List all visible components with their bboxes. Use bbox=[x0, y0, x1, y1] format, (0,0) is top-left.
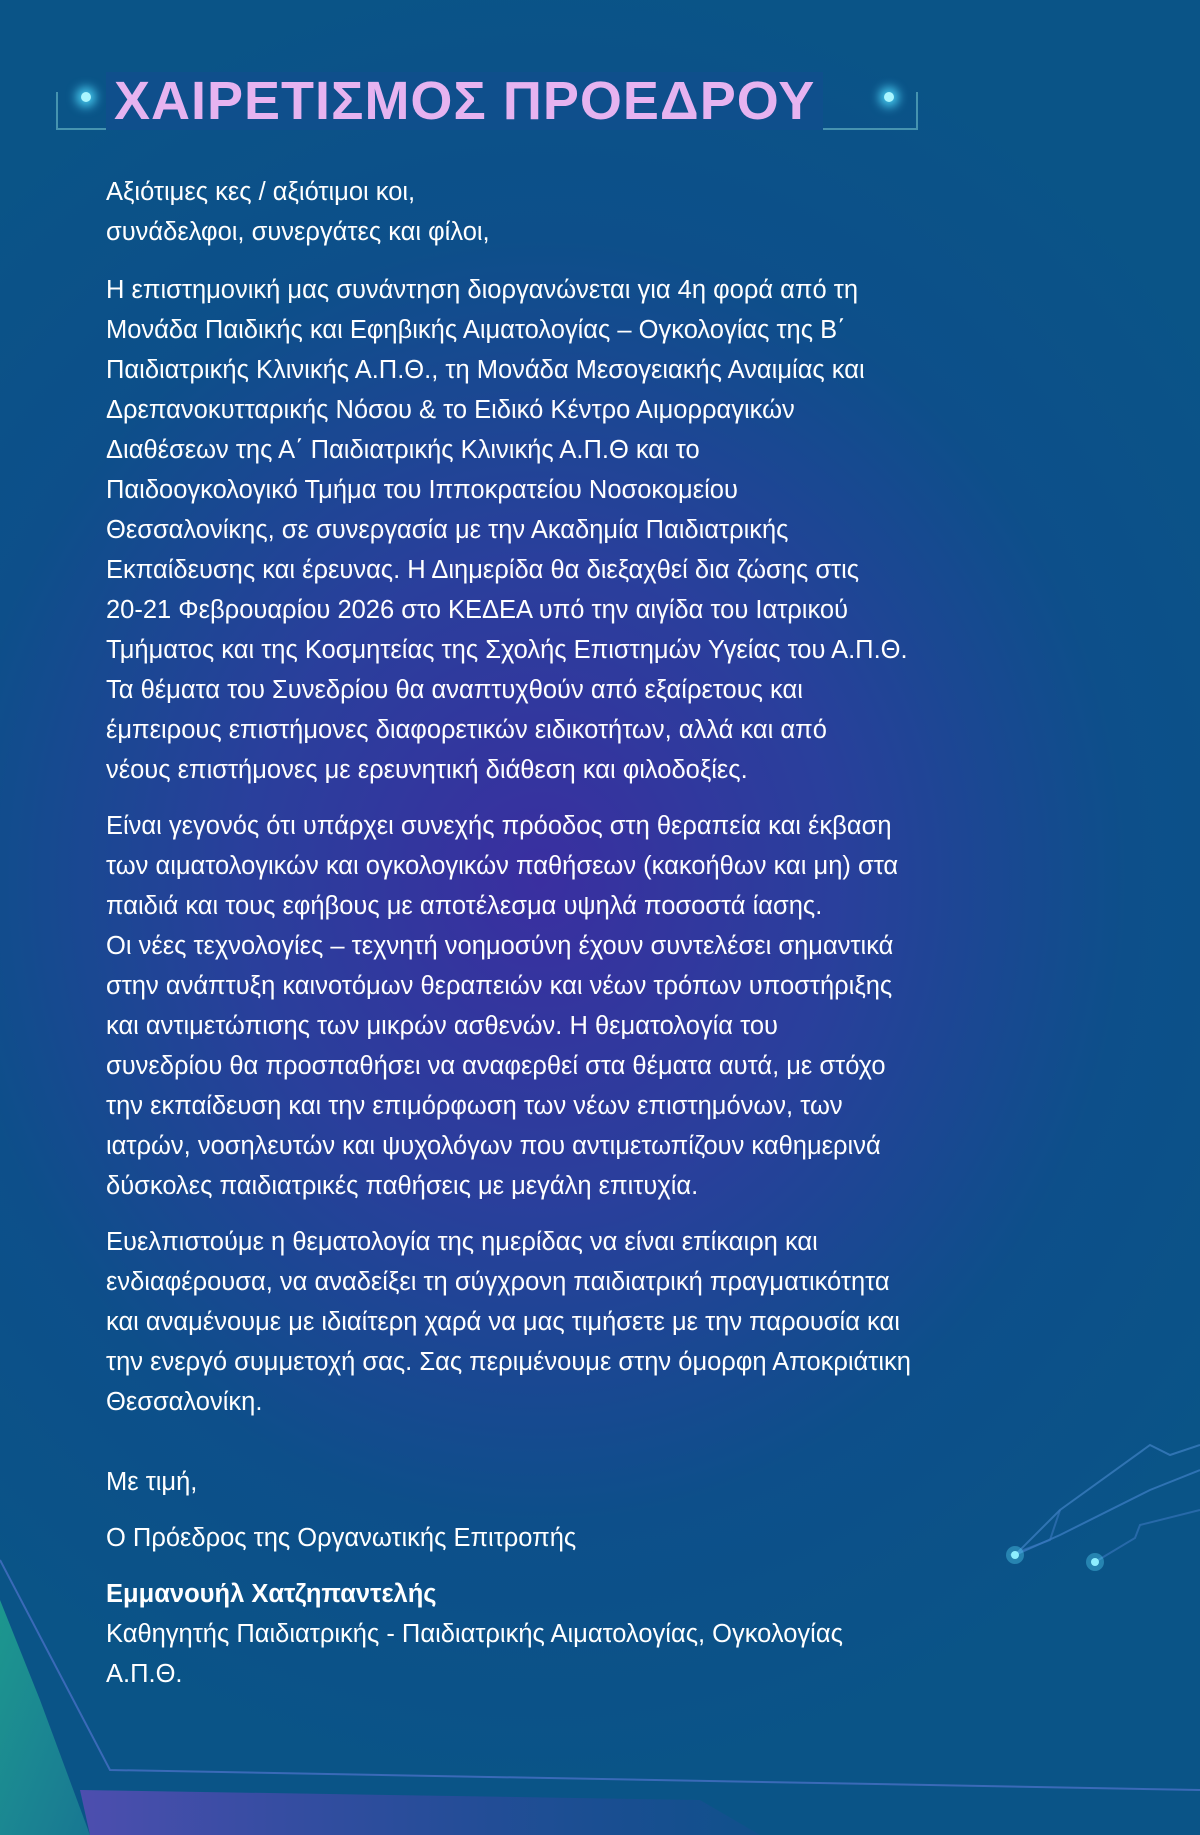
text-line: Τμήματος και της Κοσμητείας της Σχολής Επιστημών Υγείας του Α.Π.Θ. bbox=[106, 636, 908, 664]
page-title: ΧΑΙΡΕΤΙΣΜΟΣ ΠΡΟΕΔΡΟΥ bbox=[106, 72, 823, 130]
text-line: και αντιμετώπισης των μικρών ασθενών. Η θεματολογία του bbox=[106, 1012, 778, 1040]
text-line: Παιδοογκολογικό Τμήμα του Ιπποκρατείου Νοσοκομείου bbox=[106, 476, 738, 504]
paragraph-1 bbox=[106, 270, 1106, 790]
closing: Με τιμή, bbox=[106, 1468, 198, 1496]
signatory-role: Ο Πρόεδρος της Οργανωτικής Επιτροπής bbox=[106, 1524, 577, 1552]
text-line: Εκπαίδευσης και έρευνας. Η Διημερίδα θα διεξαχθεί δια ζώσης στις bbox=[106, 556, 860, 584]
text-line: έμπειρους επιστήμονες διαφορετικών ειδικοτήτων, αλλά και από bbox=[106, 716, 827, 744]
greeting-line: συνάδελφοι, συνεργάτες και φίλοι, bbox=[106, 218, 490, 246]
text-line: στην ανάπτυξη καινοτόμων θεραπειών και νέων τρόπων υποστήριξης bbox=[106, 972, 893, 1000]
text-line: δύσκολες παιδιατρικές παθήσεις με μεγάλη επιτυχία. bbox=[106, 1172, 699, 1200]
letter-body bbox=[106, 172, 1106, 1710]
text-line: Παιδιατρικής Κλινικής Α.Π.Θ., τη Μονάδα Μεσογειακής Αναιμίας και bbox=[106, 356, 865, 384]
circuit-line-3 bbox=[1095, 1510, 1200, 1562]
text-line: Θεσσαλονίκη. bbox=[106, 1388, 263, 1416]
position-line: Καθηγητής Παιδιατρικής - Παιδιατρικής Αιματολογίας, Ογκολογίας bbox=[106, 1620, 843, 1648]
text-line: παιδιά και τους εφήβους με αποτέλεσμα υψηλά ποσοστά ίασης. bbox=[106, 892, 823, 920]
text-line: Διαθέσεων της Α΄ Παιδιατρικής Κλινικής Α.Π.Θ και το bbox=[106, 436, 700, 464]
text-line: Θεσσαλονίκης, σε συνεργασία με την Ακαδημία Παιδιατρικής bbox=[106, 516, 789, 544]
text-line: Ευελπιστούμε η θεματολογία της ημερίδας να είναι επίκαιρη και bbox=[106, 1228, 818, 1256]
text-line: Οι νέες τεχνολογίες – τεχνητή νοημοσύνη έχουν συντελέσει σημαντικά bbox=[106, 932, 894, 960]
text-line: νέους επιστήμονες με ερευνητική διάθεση και φιλοδοξίες. bbox=[106, 756, 748, 784]
text-line: την εκπαίδευση και την επιμόρφωση των νέων επιστημόνων, των bbox=[106, 1092, 843, 1120]
text-line: συνεδρίου θα προσπαθήσει να αναφερθεί στα θέματα αυτά, με στόχο bbox=[106, 1052, 886, 1080]
title-block bbox=[56, 72, 916, 130]
text-line: Μονάδα Παιδικής και Εφηβικής Αιματολογίας – Ογκολογίας της Β΄ bbox=[106, 316, 846, 344]
paragraph-3 bbox=[106, 1222, 1106, 1422]
bottom-left-teal-shape bbox=[0, 1600, 90, 1835]
signatory-position bbox=[106, 1614, 1106, 1694]
glow-dot-right bbox=[884, 92, 894, 102]
bottom-purple-band bbox=[80, 1790, 760, 1835]
greeting bbox=[106, 172, 1106, 252]
text-line: των αιματολογικών και ογκολογικών παθήσεων (κακοήθων και μη) στα bbox=[106, 852, 899, 880]
text-line: Είναι γεγονός ότι υπάρχει συνεχής πρόοδος στη θεραπεία και έκβαση bbox=[106, 812, 892, 840]
text-line: Η επιστημονική μας συνάντηση διοργανώνεται για 4η φορά από τη bbox=[106, 276, 859, 304]
text-line: ενδιαφέρουσα, να αναδείξει τη σύγχρονη παιδιατρική πραγματικότητα bbox=[106, 1268, 890, 1296]
text-line: 20-21 Φεβρουαρίου 2026 στο ΚΕΔΕΑ υπό την αιγίδα του Ιατρικού bbox=[106, 596, 849, 624]
greeting-line: Αξιότιμες κες / αξιότιμοι κοι, bbox=[106, 178, 416, 206]
text-line: και αναμένουμε με ιδιαίτερη χαρά να μας τιμήσετε με την παρουσία και bbox=[106, 1308, 900, 1336]
text-line: Τα θέματα του Συνεδρίου θα αναπτυχθούν από εξαίρετους και bbox=[106, 676, 803, 704]
text-line: ιατρών, νοσηλευτών και ψυχολόγων που αντιμετωπίζουν καθημερινά bbox=[106, 1132, 881, 1160]
position-line: Α.Π.Θ. bbox=[106, 1660, 183, 1688]
text-line: Δρεπανοκυτταρικής Νόσου & το Ειδικό Κέντρο Αιμορραγικών bbox=[106, 396, 795, 424]
signatory-name: Εμμανουήλ Χατζηπαντελής bbox=[106, 1580, 437, 1608]
paragraph-2 bbox=[106, 806, 1106, 1206]
text-line: την ενεργό συμμετοχή σας. Σας περιμένουμε στην όμορφη Αποκριάτικη bbox=[106, 1348, 911, 1376]
glow-dot-left bbox=[81, 92, 91, 102]
